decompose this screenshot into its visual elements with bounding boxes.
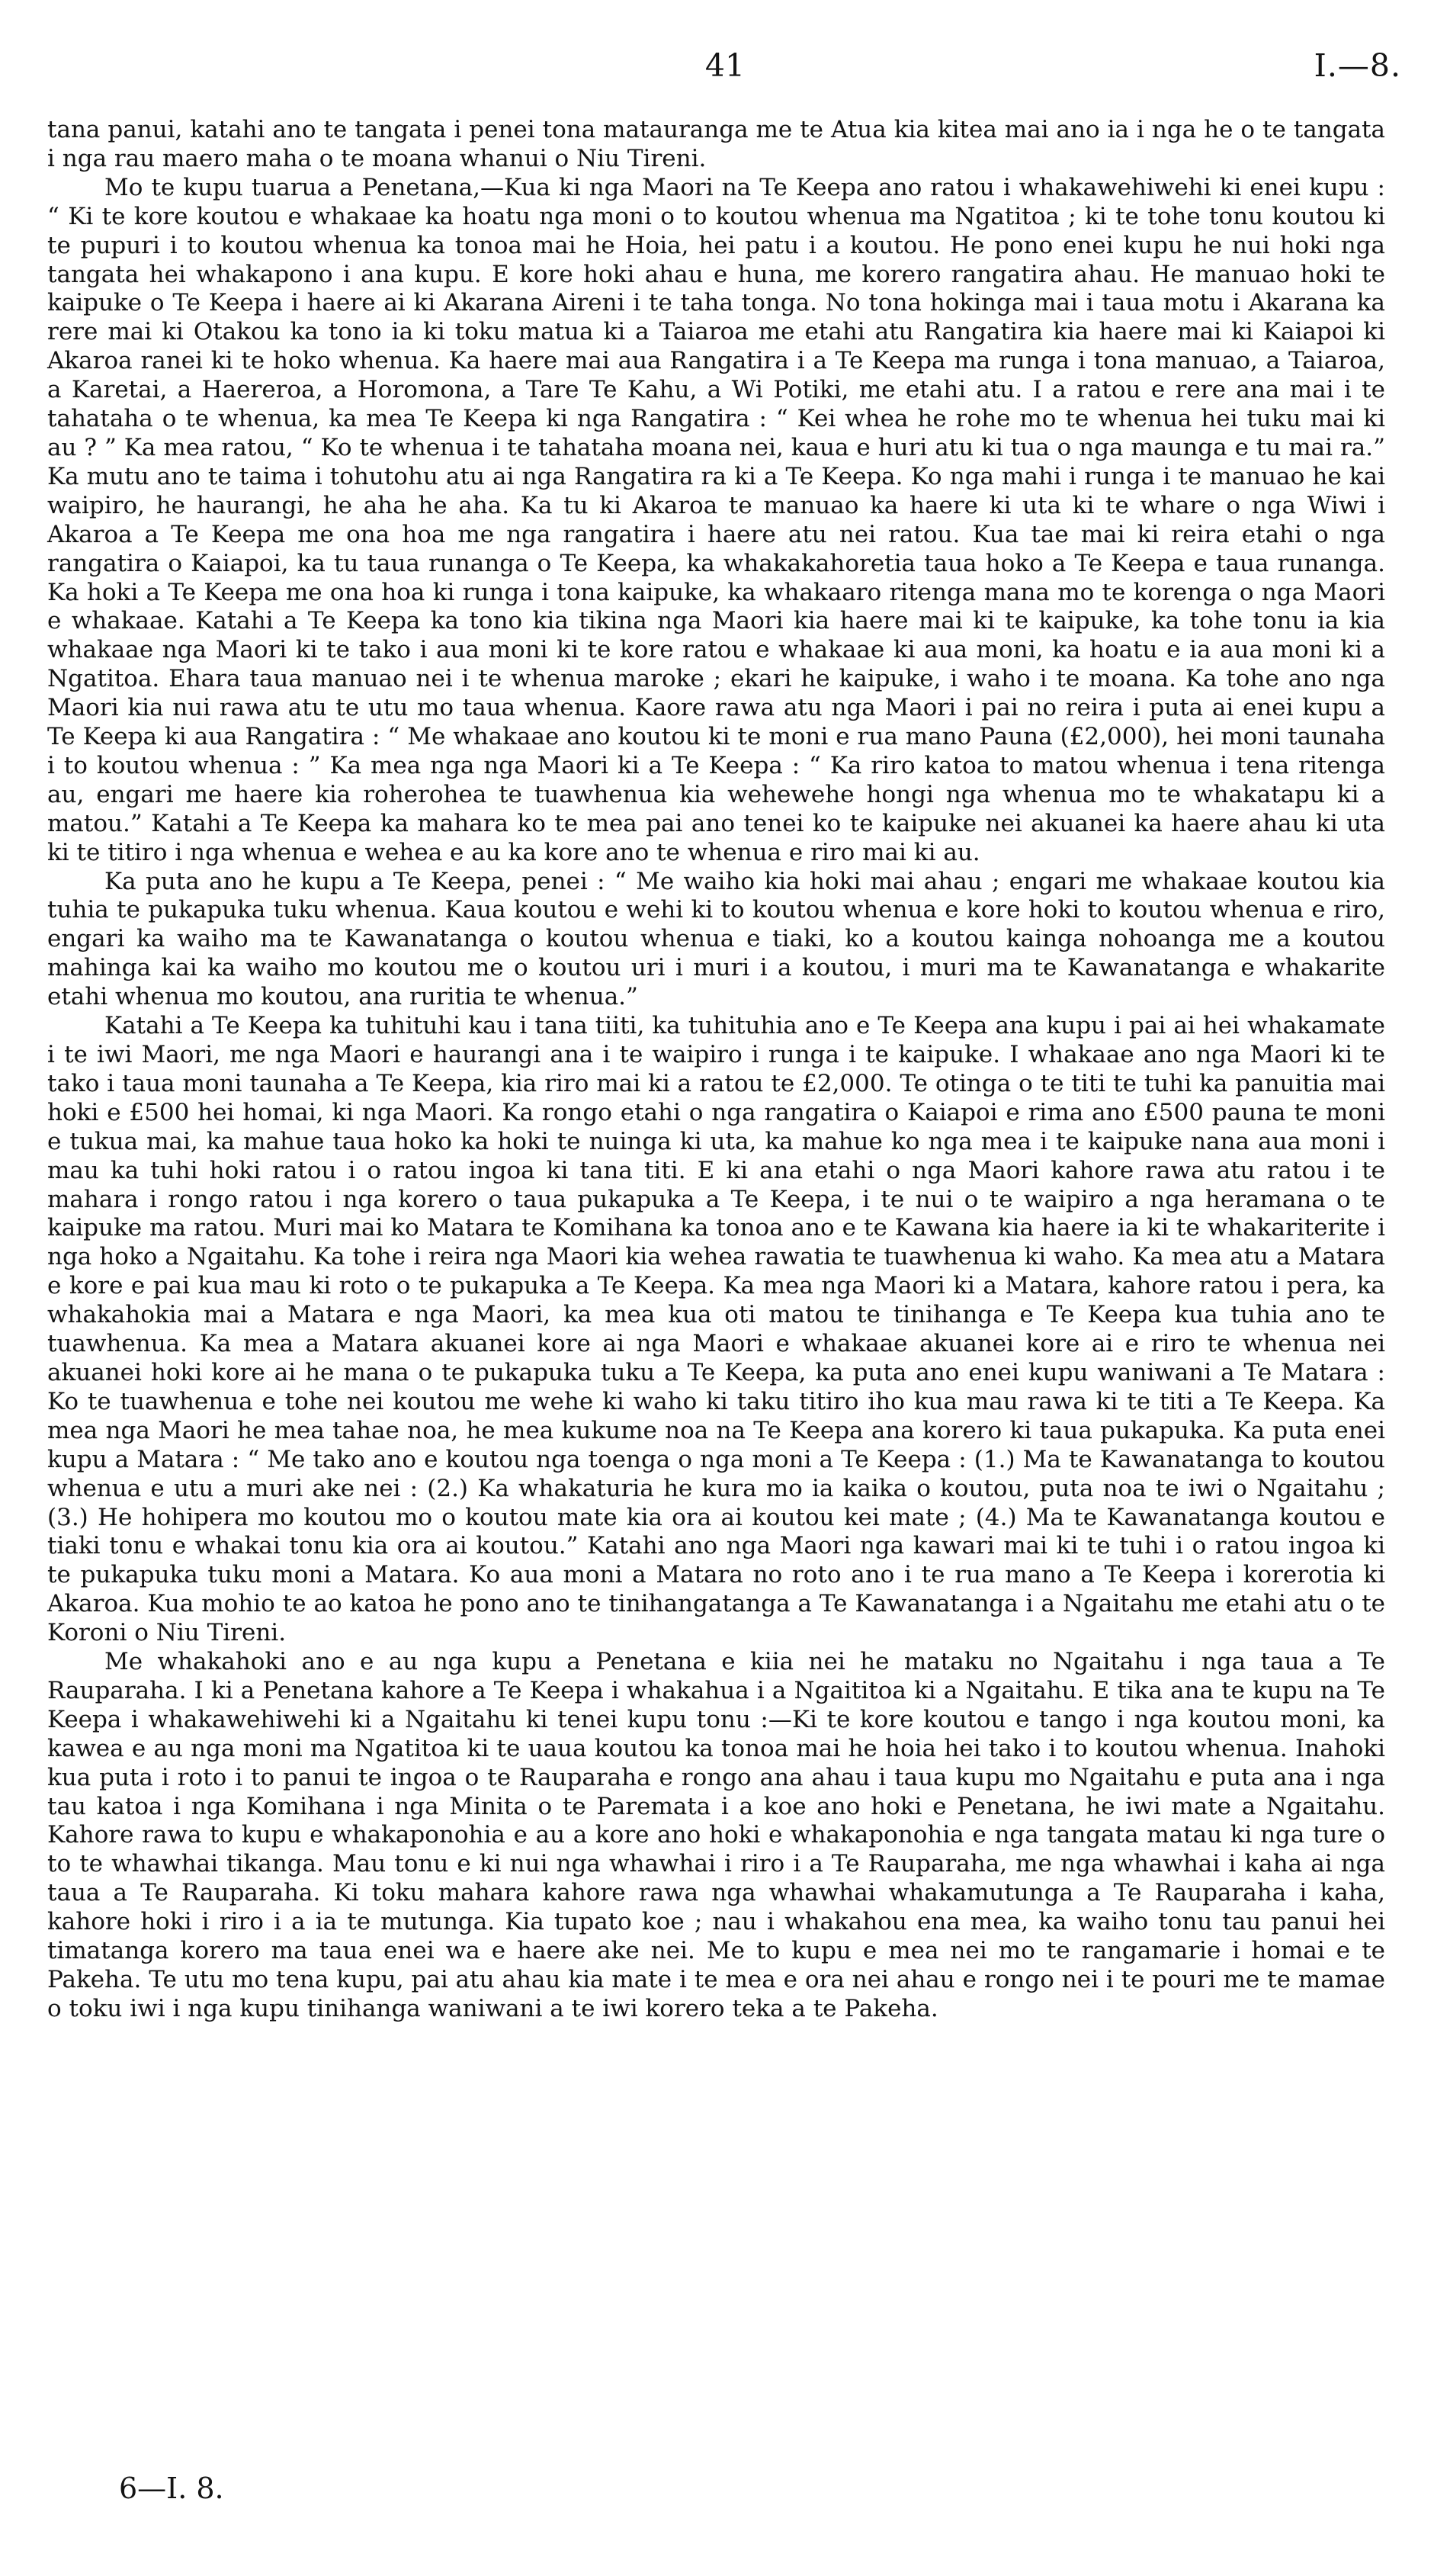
paragraph-keepa-speech: Ka puta ano he kupu a Te Keepa, penei : “ Me waiho kia hoki mai ahau ; engari me whakaae koutou kia tuhia te pukapuka tuku whenua. Kaua koutou e wehi ki to koutou whenua e kore hoki to koutou whenua e riro, engari ka waiho ma te Kawanatanga o koutou whenua e tiaki, ko a koutou kainga nohoanga me a koutou mahinga kai ka waiho mo koutou me o koutou uri i muri i a koutou, i muri ma te Kawanatanga e whakarite etahi whenua mo koutou, ana ruritia te whenua.” [47, 867, 1385, 1011]
page-number: 41 [704, 47, 746, 84]
report-reference: I.—8. [1314, 47, 1401, 84]
footer-signature-ref: 6—I. 8. [119, 2472, 224, 2505]
paragraph-second-word: Mo te kupu tuarua a Penetana,—Kua ki nga Maori na Te Keepa ano ratou i whakawehiwehi ki enei kupu : “ Ki te kore koutou e whakaae ka hoatu nga moni o to koutou whenua ma Ngatitoa ; ki te tohe tonu koutou ki te pupuri i to koutou whenua ka tonoa mai he Hoia, hei patu i a koutou. He pono enei kupu he nui hoki nga tangata hei whakapono i ana kupu. E kore hoki ahau e huna, me korero rangatira ahau. He manuao hoki te kaipuke o Te Keepa i haere ai ki Akarana Aireni i te taha tonga. No tona hokinga mai i taua motu i Akarana ka rere mai ki Otakou ka tono ia ki toku matua ki a Taiaroa me etahi atu Rangatira kia haere mai ki Kaiapoi ki Akaroa ranei ki te hoko whenua. Ka haere mai aua Rangatira i a Te Keepa ma runga i tona manuao, a Taiaroa, a Karetai, a Haereroa, a Horomona, a Tare Te Kahu, a Wi Potiki, me etahi atu. I a ratou e rere ana mai i te tahataha o te whenua, ka mea Te Keepa ki nga Rangatira : “ Kei whea he rohe mo te whenua hei tuku mai ki au ? ” Ka mea ratou, “ Ko te whenua i te tahataha moana nei, kaua e huri atu ki tua o nga maunga e tu mai ra.” Ka mutu ano te taima i tohutohu atu ai nga Rangatira ra ki a Te Keepa. Ko nga mahi i runga i te manuao he kai waipiro, he haurangi, he aha he aha. Ka tu ki Akaroa te manuao ka haere ki uta ki te whare o nga Wiwi i Akaroa a Te Keepa me ona hoa me nga rangatira i haere atu nei ratou. Kua tae mai ki reira etahi o nga rangatira o Kaiapoi, ka tu taua runanga o Te Keepa, ka whakakahoretia taua hoko a Te Keepa e taua runanga. Ka hoki a Te Keepa me ona hoa ki runga i tona kaipuke, ka whakaaro ritenga mana mo te korenga o nga Maori e whakaae. Katahi a Te Keepa ka tono kia tikina nga Maori kia haere mai ki te kaipuke, ka tohe tonu ia kia whakaae nga Maori ki te tako i aua moni ki te kore ratou e whakaae ki aua moni, ka hoatu e ia aua moni ki a Ngatitoa. Ehara taua manuao nei i te whenua maroke ; ekari he kaipuke, i waho i te moana. Ka tohe ano nga Maori kia nui rawa atu te utu mo taua whenua. Kaore rawa atu nga Maori i pai no reira i puta ai enei kupu a Te Keepa ki aua Rangatira : “ Me whakaae ano koutou ki te moni e rua mano Pauna (£2,000), hei moni taunaha i to koutou whenua : ” Ka mea nga nga Maori ki a Te Keepa : “ Ka riro katoa to matou whenua i tena ritenga au, engari me haere kia roherohea te tuawhenua kia wehewehe hongi nga whenua mo te whakatapu ki a matou.” Katahi a Te Keepa ka mahara ko te mea pai ano tenei ko te kaipuke nei akuanei ka haere ahau ki uta ki te titiro i nga whenua e wehea e au ka kore ano te whenua e riro mai ki au. [47, 173, 1385, 866]
paragraph-continuation: tana panui, katahi ano te tangata i penei tona matauranga me te Atua kia kitea mai ano ia i nga he o te tangata i nga rau maero maha o te moana whanui o Niu Tireni. [47, 116, 1385, 172]
body-text [47, 116, 1385, 2024]
paragraph-deed-matara: Katahi a Te Keepa ka tuhituhi kau i tana tiiti, ka tuhituhia ano e Te Keepa ana kupu i pai ai hei whakamate i te iwi Maori, me nga Maori e haurangi ana i te waipiro i runga i te kaipuke. I whakaae ano nga Maori ki te tako i taua moni taunaha a Te Keepa, kia riro mai ki a ratou te £2,000. Te otinga o te titi te tuhi ka panuitia mai hoki e £500 hei homai, ki nga Maori. Ka rongo etahi o nga rangatira o Kaiapoi e rima ano £500 pauna te moni e tukua mai, ka mahue taua hoko ka hoki te nuinga ki uta, ka mahue ko nga mea i te kaipuke nana aua moni i mau ka tuhi hoki ratou i o ratou ingoa ki tana titi. E ki ana etahi o nga Maori kahore rawa atu ratou i te mahara i rongo ratou i nga korero o taua pukapuka a Te Keepa, i te nui o te waipiro a nga heramana o te kaipuke ma ratou. Muri mai ko Matara te Komihana ka tonoa ano e te Kawana kia haere ia ki te whakariterite i nga hoko a Ngaitahu. Ka tohe i reira nga Maori kia wehea rawatia te tuawhenua ki waho. Ka mea atu a Matara e kore e pai kua mau ki roto o te pukapuka a Te Keepa. Ka mea nga Maori ki a Matara, kahore ratou i pera, ka whakahokia mai a Matara e nga Maori, ka mea kua oti matou te tinihanga e Te Keepa kua tuhia ano te tuawhenua. Ka mea a Matara akuanei kore ai nga Maori e whakaae akuanei kore ai e riro te whenua nei akuanei hoki kore ai he mana o te pukapuka tuku a Te Keepa, ka puta ano enei kupu waniwani a Te Matara : Ko te tuawhenua e tohe nei koutou me wehe ki waho ki taku titiro iho kua mau rawa ki te titi a Te Keepa. Ka mea nga Maori he mea tahae noa, he mea kukume noa na Te Keepa ana korero ki taua pukapuka. Ka puta enei kupu a Matara : “ Me tako ano e koutou nga toenga o nga moni a Te Keepa : (1.) Ma te Kawanatanga to koutou whenua e utu a muri ake nei : (2.) Ka whakaturia he kura mo ia kaika o koutou, puta noa te iwi o Ngaitahu ; (3.) He hohipera mo koutou mo o koutou mate kia ora ai koutou kei mate ; (4.) Ma te Kawanatanga koutou e tiaki tonu e whakai tonu kia ora ai koutou.” Katahi ano nga Maori nga kawari mai ki te tuhi i o ratou ingoa ki te pukapuka tuku moni a Matara. Ko aua moni a Matara no roto ano i te rua mano a Te Keepa i korerotia ki Akaroa. Kua mohio te ao katoa he pono ano te tinihangatanga a Te Kawanatanga i a Ngaitahu me etahi atu o te Koroni o Niu Tireni. [47, 1012, 1385, 1647]
paragraph-rauparaha: Me whakahoki ano e au nga kupu a Penetana e kiia nei he mataku no Ngaitahu i nga taua a Te Rauparaha. I ki a Penetana kahore a Te Keepa i whakahua i a Ngaititoa ki a Ngaitahu. E tika ana te kupu na Te Keepa i whakawehiwehi ki a Ngaitahu ki tenei kupu tonu :—Ki te kore koutou e tango i nga koutou moni, ka kawea e au nga moni ma Ngatitoa ki te uaua koutou ka tonoa mai he hoia hei tako i to koutou whenua. Inahoki kua puta i roto i to panui te ingoa o te Rauparaha e rongo ana ahau i taua kupu mo Ngaitahu e puta ana i nga tau katoa i nga Komihana i nga Minita o te Paremata i a koe ano hoki e Penetana, he iwi mate a Ngaitahu. Kahore rawa to kupu e whakaponohia e au a kore ano hoki e whakaponohia e nga tangata matau ki nga ture o to te whawhai tikanga. Mau tonu e ki nui nga whawhai i riro i a Te Rauparaha, me nga whawhai i kaha ai nga taua a Te Rauparaha. Ki toku mahara kahore rawa nga whawhai whakamutunga a Te Rauparaha i kaha, kahore hoki i riro i a ia te mutunga. Kia tupato koe ; nau i whakahou ena mea, ka waiho tonu tau panui hei timatanga korero ma taua enei wa e haere ake nei. Me to kupu e mea nei mo te rangamarie i homai e te Pakeha. Te utu mo tena kupu, pai atu ahau kia mate i te mea e ora nei ahau e rongo nei i te pouri me te mamae o toku iwi i nga kupu tinihanga waniwani a te iwi korero teka a te Pakeha. [47, 1648, 1385, 2022]
